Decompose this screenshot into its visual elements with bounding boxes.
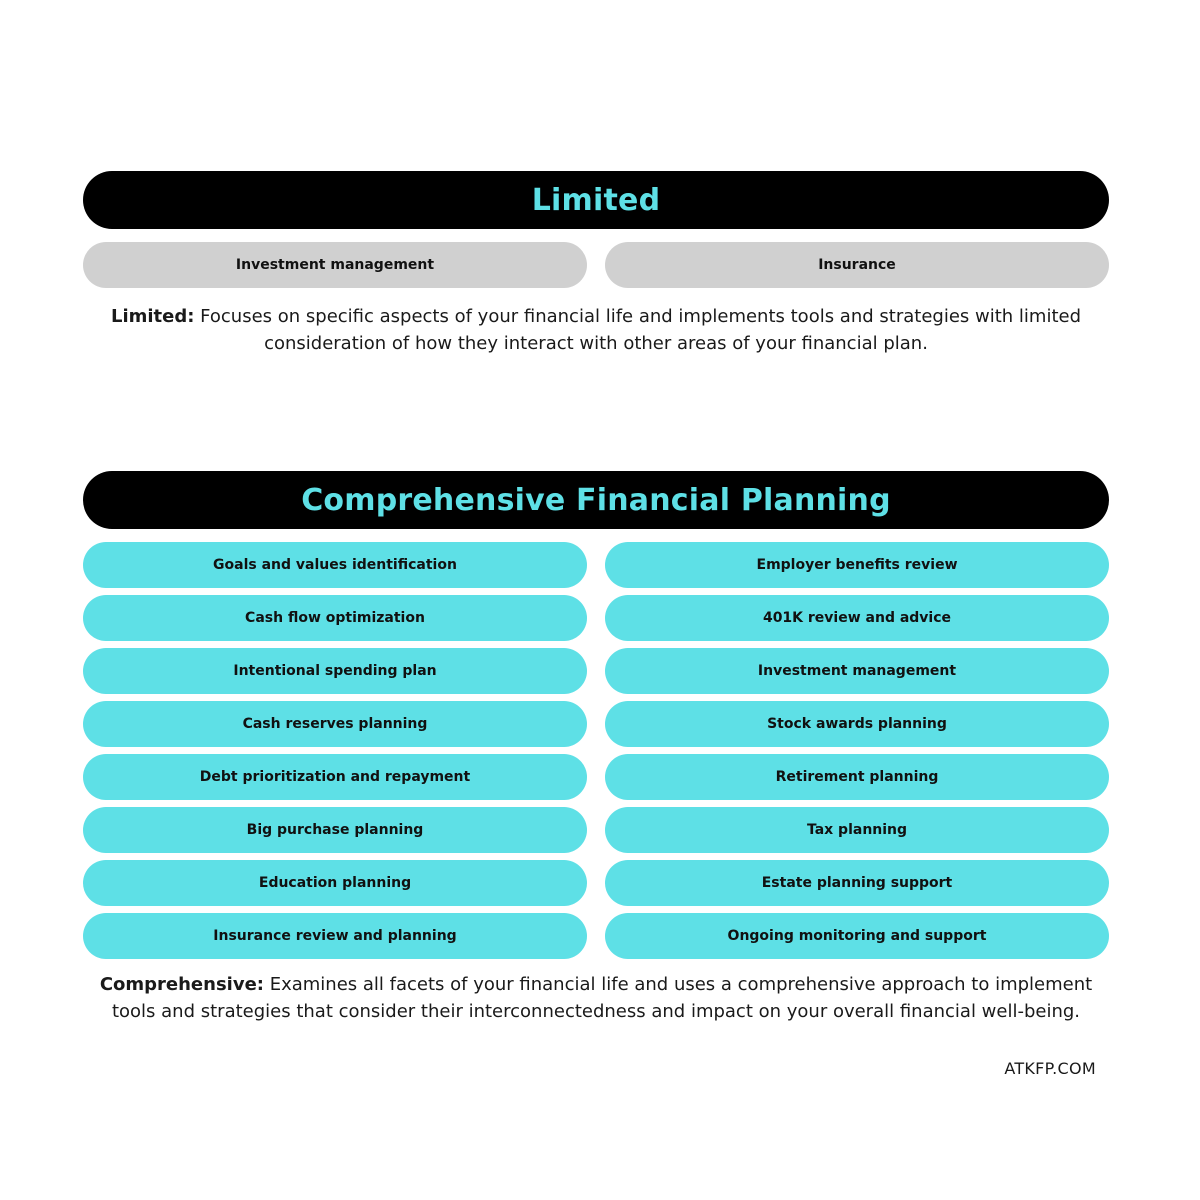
comprehensive-item: Ongoing monitoring and support: [605, 913, 1109, 959]
limited-description: [83, 303, 1109, 357]
limited-title: Limited: [531, 182, 661, 218]
comprehensive-header: [83, 471, 1109, 529]
comprehensive-item: Investment management: [605, 648, 1109, 694]
comprehensive-item: Employer benefits review: [605, 542, 1109, 588]
comprehensive-item: Retirement planning: [605, 754, 1109, 800]
comprehensive-title: Comprehensive Financial Planning: [301, 482, 891, 518]
comprehensive-desc-text: Examines all facets of your financial life and uses a comprehensive approach to implement tools and strategies that consider their interconnectedness and impact on your overall financial well-being.: [111, 974, 1093, 1022]
limited-item: Investment management: [83, 242, 587, 288]
comprehensive-items: [83, 542, 1109, 959]
comprehensive-item: Insurance review and planning: [83, 913, 587, 959]
comprehensive-item: Cash flow optimization: [83, 595, 587, 641]
comprehensive-item: Education planning: [83, 860, 587, 906]
comprehensive-item: Debt prioritization and repayment: [83, 754, 587, 800]
limited-desc-term: Limited:: [110, 306, 195, 327]
limited-items: [83, 242, 1109, 288]
limited-header: [83, 171, 1109, 229]
comprehensive-item: Stock awards planning: [605, 701, 1109, 747]
comprehensive-item: Cash reserves planning: [83, 701, 587, 747]
comprehensive-item: Goals and values identification: [83, 542, 587, 588]
comprehensive-item: Intentional spending plan: [83, 648, 587, 694]
comprehensive-item: Tax planning: [605, 807, 1109, 853]
website-url: ATKFP.COM: [1004, 1059, 1096, 1078]
comprehensive-description: [83, 971, 1109, 1025]
limited-item: Insurance: [605, 242, 1109, 288]
comprehensive-item: Estate planning support: [605, 860, 1109, 906]
comprehensive-item: Big purchase planning: [83, 807, 587, 853]
comprehensive-item: 401K review and advice: [605, 595, 1109, 641]
comprehensive-desc-term: Comprehensive:: [99, 974, 264, 995]
limited-desc-text: Focuses on specific aspects of your financial life and implements tools and strategies with limited consideration of how they interact with other areas of your financial plan.: [194, 306, 1081, 354]
